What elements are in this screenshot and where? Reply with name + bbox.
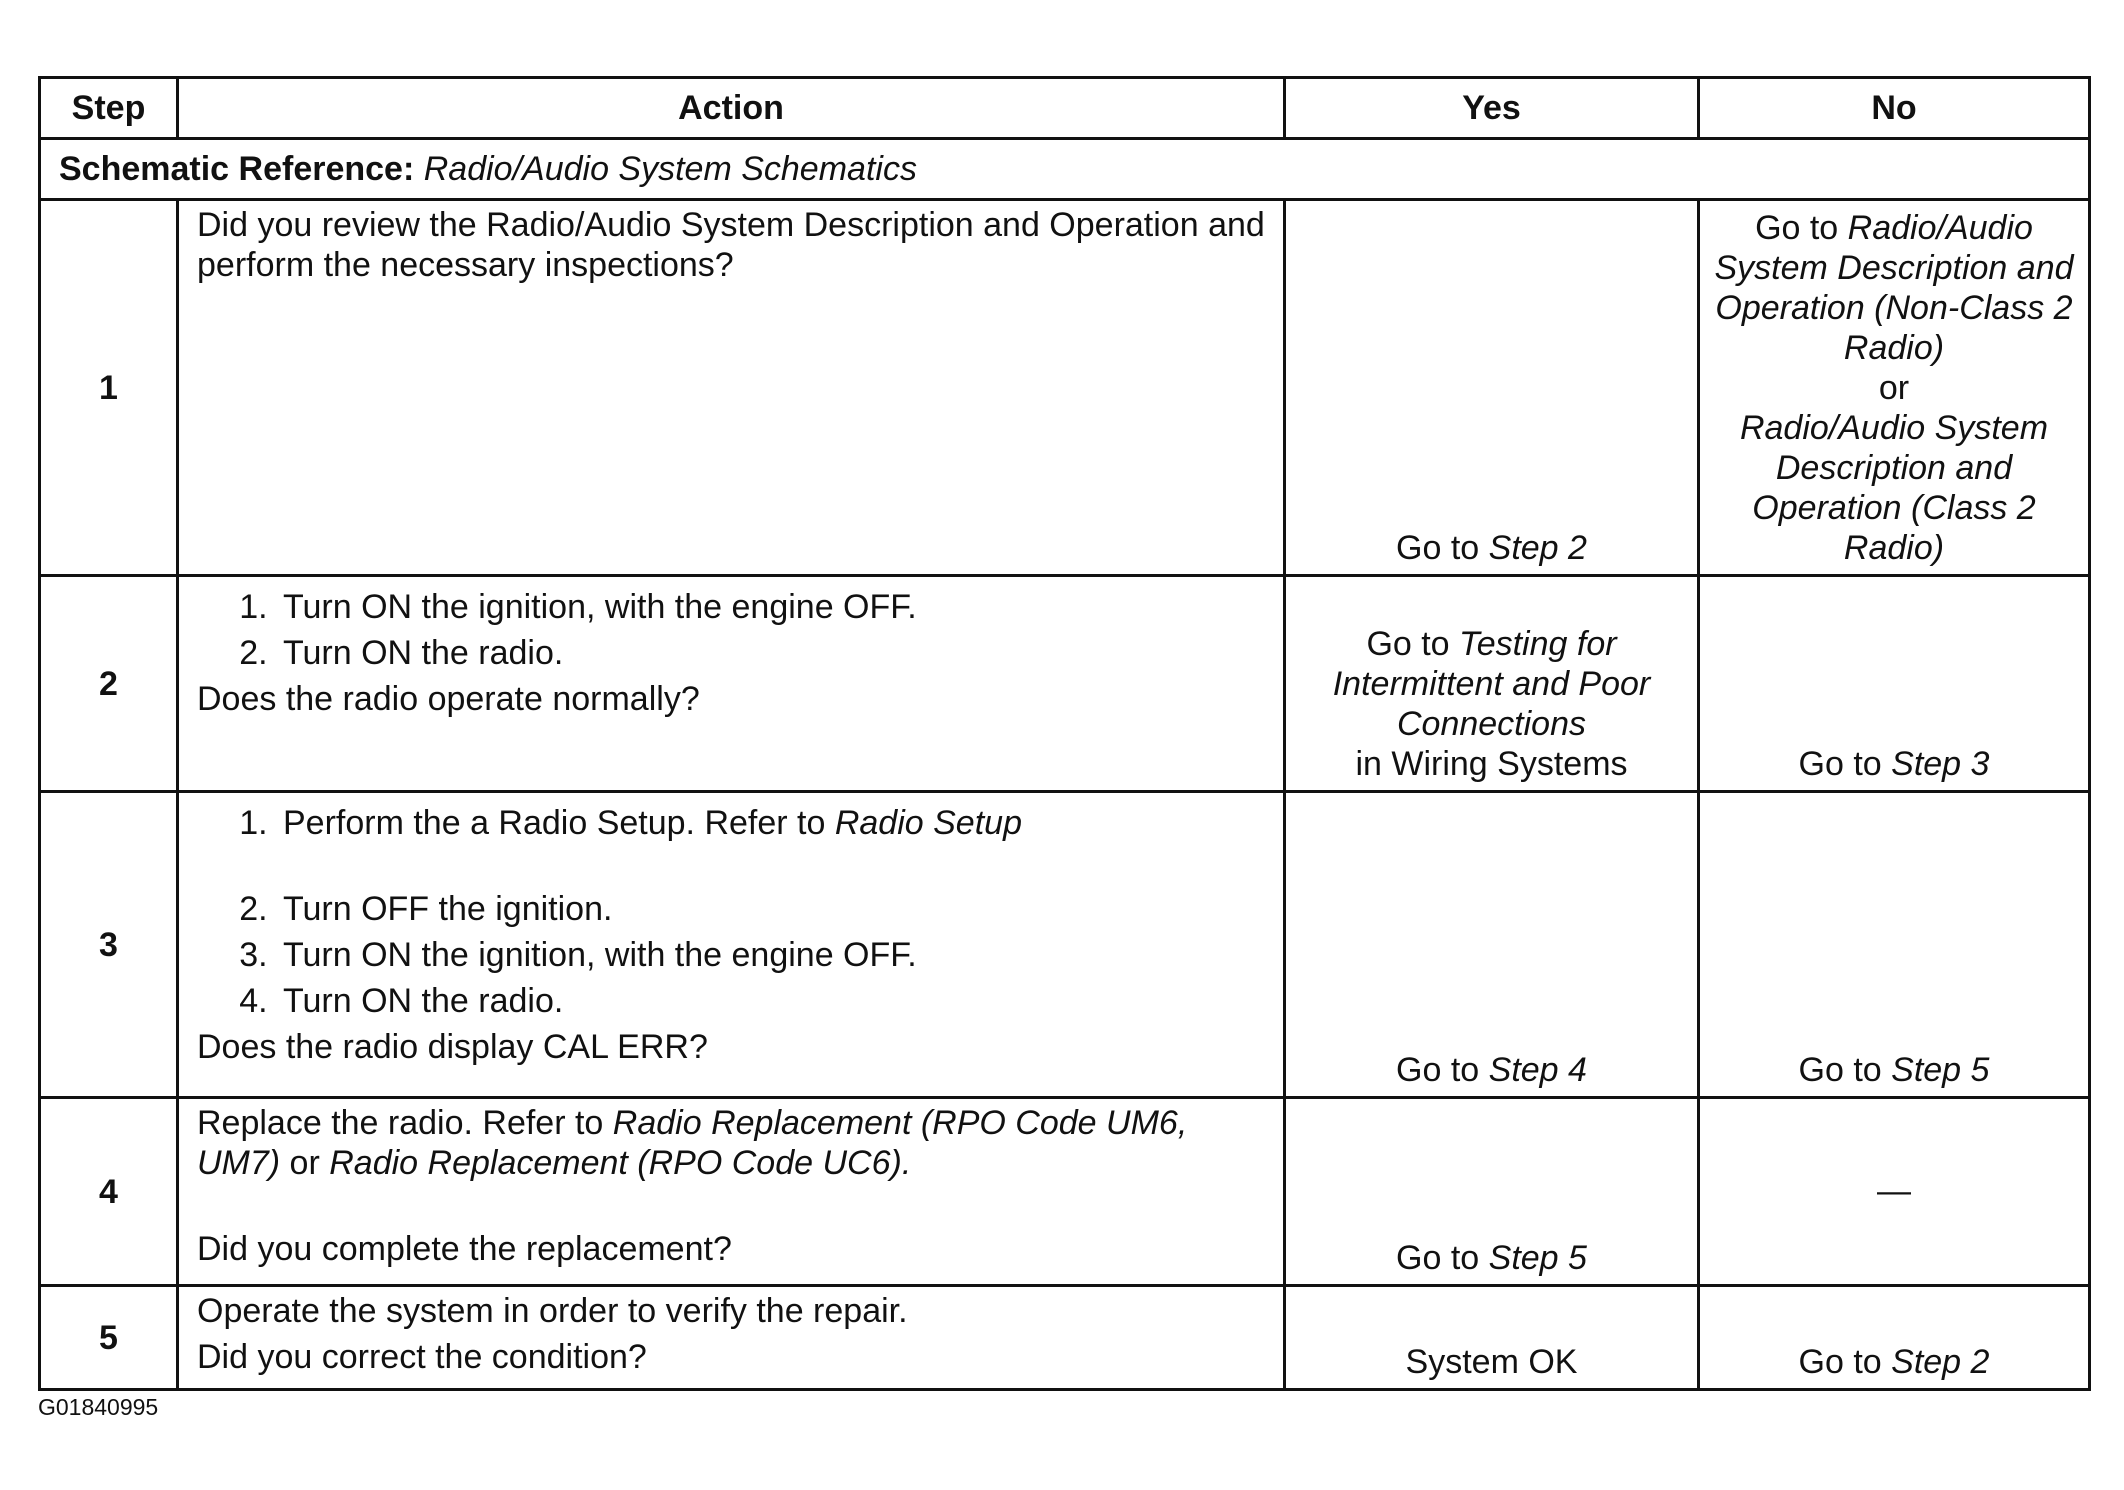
action-cell	[178, 1098, 1285, 1286]
yes-prefix: Go to	[1396, 1051, 1489, 1089]
action-list	[197, 803, 1269, 1021]
diagnostic-table	[38, 76, 2091, 1391]
table-row	[40, 200, 2090, 576]
yes-cell	[1285, 792, 1699, 1098]
header-no: No	[1699, 78, 2090, 139]
action-cell	[178, 576, 1285, 792]
action-question: Does the radio display CAL ERR?	[197, 1028, 708, 1066]
step-number: 2	[40, 576, 178, 792]
schematic-reference	[40, 139, 2090, 200]
yes-link[interactable]: Step 2	[1488, 529, 1587, 567]
no-prefix: Go to	[1798, 1343, 1892, 1381]
no-prefix: Go to	[1798, 745, 1892, 783]
table-row	[40, 792, 2090, 1098]
no-prefix: Go to	[1798, 1051, 1892, 1089]
step-number: 1	[40, 200, 178, 576]
step-number: 3	[40, 792, 178, 1098]
yes-cell	[1285, 1098, 1699, 1286]
no-prefix: Go to	[1755, 209, 1848, 247]
schematic-link[interactable]: Radio/Audio System Schematics	[423, 150, 917, 188]
table-row	[40, 576, 2090, 792]
list-item: 1. Turn ON the ignition, with the engine OFF.	[277, 587, 1269, 627]
action-end: .	[901, 1144, 912, 1182]
table-row	[40, 1286, 2090, 1390]
action-cell	[178, 1286, 1285, 1390]
yes-link[interactable]: Testing for Intermittent and Poor Connections	[1332, 625, 1651, 743]
list-item: 2. Turn OFF the ignition.	[277, 889, 1269, 929]
header-row	[40, 78, 2090, 139]
step-number: 5	[40, 1286, 178, 1390]
header-action: Action	[178, 78, 1285, 139]
list-item-text: Perform the a Radio Setup. Refer to	[283, 804, 835, 842]
no-link[interactable]: Step 3	[1891, 745, 1990, 783]
no-or: or	[1878, 369, 1910, 407]
no-cell: —	[1699, 1098, 2090, 1286]
header-yes: Yes	[1285, 78, 1699, 139]
yes-prefix: Go to	[1396, 1239, 1489, 1277]
action-question: Did you correct the condition?	[197, 1338, 647, 1376]
yes-cell: System OK	[1285, 1286, 1699, 1390]
no-link[interactable]: Step 2	[1891, 1343, 1990, 1381]
yes-prefix: Go to	[1396, 529, 1489, 567]
replacement-link-1[interactable]: Radio Replacement (RPO Code UM6, UM7)	[197, 1104, 1188, 1182]
table-row	[40, 1098, 2090, 1286]
no-link-1[interactable]: Radio/Audio System Description and Operation (Non-Class 2 Radio)	[1714, 209, 2074, 367]
no-cell	[1699, 576, 2090, 792]
no-cell	[1699, 200, 2090, 576]
step-number: 4	[40, 1098, 178, 1286]
yes-link[interactable]: Step 4	[1488, 1051, 1587, 1089]
action-question: Does the radio operate normally?	[197, 680, 700, 718]
no-link[interactable]: Step 5	[1891, 1051, 1990, 1089]
yes-cell	[1285, 200, 1699, 576]
replacement-link-2[interactable]: Radio Replacement (RPO Code UC6)	[329, 1144, 902, 1182]
schematic-row	[40, 139, 2090, 200]
action-text: Operate the system in order to verify the repair.	[197, 1292, 908, 1330]
yes-suffix: in Wiring Systems	[1355, 745, 1628, 783]
action-or: or	[280, 1144, 330, 1182]
action-cell	[178, 792, 1285, 1098]
no-cell	[1699, 792, 2090, 1098]
yes-cell	[1285, 576, 1699, 792]
no-cell	[1699, 1286, 2090, 1390]
yes-link[interactable]: Step 5	[1488, 1239, 1587, 1277]
list-item: 4. Turn ON the radio.	[277, 981, 1269, 1021]
action-question: Did you complete the replacement?	[197, 1230, 732, 1268]
figure-id: G01840995	[38, 1394, 159, 1420]
action-text	[197, 1103, 1269, 1183]
schematic-label: Schematic Reference:	[59, 150, 415, 188]
list-item: 2. Turn ON the radio.	[277, 633, 1269, 673]
action-list	[197, 587, 1269, 673]
radio-setup-link[interactable]: Radio Setup	[834, 804, 1022, 842]
list-item: 3. Turn ON the ignition, with the engine OFF.	[277, 935, 1269, 975]
yes-prefix: Go to	[1366, 625, 1460, 663]
header-step: Step	[40, 78, 178, 139]
list-item	[277, 803, 1269, 883]
action-cell: Did you review the Radio/Audio System Description and Operation and perform the necessary inspections?	[178, 200, 1285, 576]
action-prefix: Replace the radio. Refer to	[197, 1104, 613, 1142]
no-link-2[interactable]: Radio/Audio System Description and Operation (Class 2 Radio)	[1739, 409, 2049, 567]
